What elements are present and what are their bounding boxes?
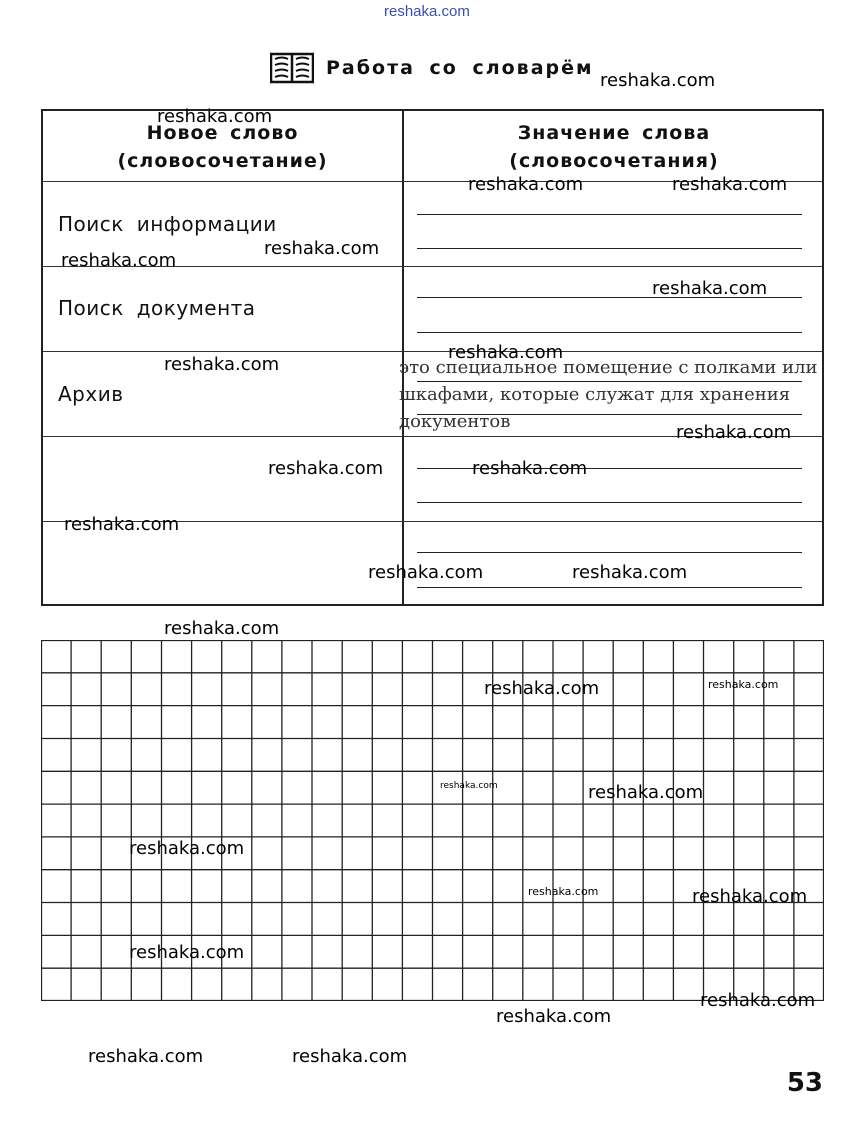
header-meaning: Значение слова (словосочетания) bbox=[509, 122, 719, 172]
watermark: reshaka.com bbox=[292, 1046, 408, 1067]
writing-line bbox=[417, 214, 802, 215]
watermark: reshaka.com bbox=[440, 781, 498, 791]
writing-line bbox=[417, 587, 802, 588]
writing-line bbox=[417, 552, 802, 553]
watermark: reshaka.com bbox=[484, 678, 600, 699]
site-header-watermark: reshaka.com bbox=[384, 3, 470, 20]
watermark: reshaka.com bbox=[129, 942, 245, 963]
watermark: reshaka.com bbox=[368, 562, 484, 583]
watermark: reshaka.com bbox=[468, 174, 584, 195]
watermark: reshaka.com bbox=[676, 422, 792, 443]
watermark: reshaka.com bbox=[157, 106, 273, 127]
watermark: reshaka.com bbox=[588, 782, 704, 803]
watermark: reshaka.com bbox=[64, 514, 180, 535]
page-number: 53 bbox=[786, 1068, 823, 1098]
writing-line bbox=[417, 248, 802, 249]
watermark: reshaka.com bbox=[496, 1006, 612, 1027]
watermark: reshaka.com bbox=[672, 174, 788, 195]
meaning-archive: это специальное помещение с полками или шкафами, которые служат для хранения документов bbox=[399, 357, 818, 432]
title-text: Работа со словарём bbox=[326, 57, 594, 79]
watermark: reshaka.com bbox=[88, 1046, 204, 1067]
row-divider bbox=[43, 351, 822, 352]
term-archive: Архив bbox=[58, 382, 124, 406]
watermark: reshaka.com bbox=[129, 838, 245, 859]
watermark: reshaka.com bbox=[472, 458, 588, 479]
writing-line bbox=[417, 502, 802, 503]
watermark: reshaka.com bbox=[268, 458, 384, 479]
watermark: reshaka.com bbox=[61, 250, 177, 271]
watermark: reshaka.com bbox=[448, 342, 564, 363]
term-search-information: Поиск информации bbox=[58, 212, 277, 236]
term-search-document: Поиск документа bbox=[58, 296, 256, 320]
header-new-word: Новое слово (словосочетание) bbox=[117, 122, 328, 172]
watermark: reshaka.com bbox=[528, 885, 599, 898]
watermark: reshaka.com bbox=[692, 886, 808, 907]
section-title bbox=[270, 52, 594, 84]
watermark: reshaka.com bbox=[652, 278, 768, 299]
watermark: reshaka.com bbox=[164, 618, 280, 639]
book-icon bbox=[270, 52, 314, 84]
watermark: reshaka.com bbox=[572, 562, 688, 583]
writing-line bbox=[417, 332, 802, 333]
watermark: reshaka.com bbox=[264, 238, 380, 259]
watermark: reshaka.com bbox=[700, 990, 816, 1011]
watermark: reshaka.com bbox=[164, 354, 280, 375]
watermark: reshaka.com bbox=[708, 678, 779, 691]
watermark: reshaka.com bbox=[600, 70, 716, 91]
